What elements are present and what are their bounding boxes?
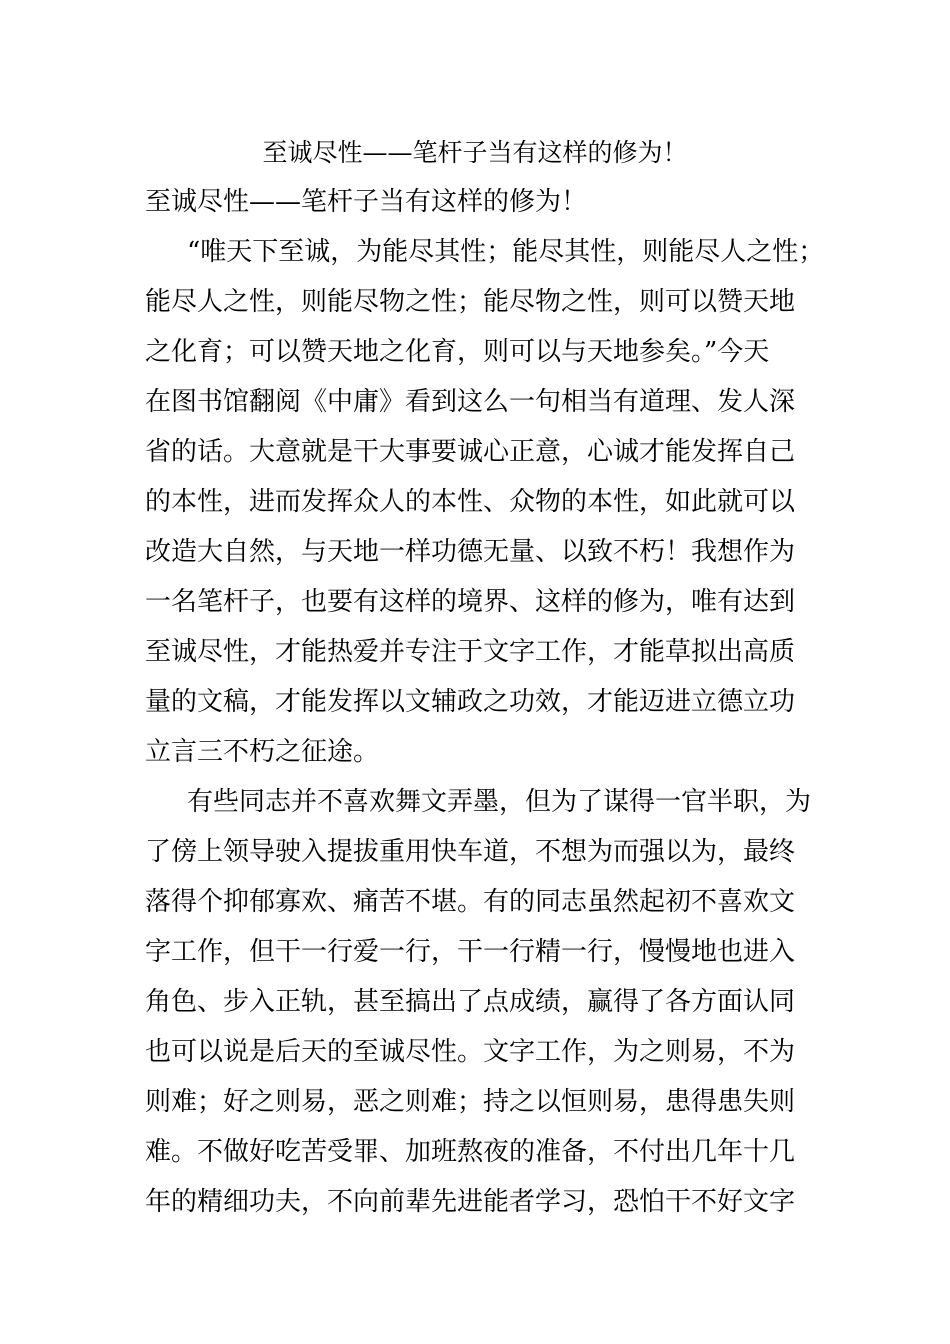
paragraph-line: 难。不做好吃苦受罪、加班熬夜的准备，不付出几年十几 [145,1137,796,1167]
paragraph-line: 的本性，进而发挥众人的本性、众物的本性，如此就可以 [145,487,796,517]
paragraph-line: 了傍上领导驶入提拔重用快车道，不想为而强以为，最终 [145,837,796,867]
paragraph-line: 能尽人之性，则能尽物之性；能尽物之性，则可以赞天地 [145,287,796,317]
paragraph-line: 也可以说是后天的至诚尽性。文字工作，为之则易，不为 [145,1037,796,1067]
paragraph-line: 在图书馆翻阅《中庸》看到这么一句相当有道理、发人深 [145,387,796,417]
paragraph-line: 省的话。大意就是干大事要诚心正意，心诚才能发挥自己 [145,437,796,467]
paragraph-line: 一名笔杆子，也要有这样的境界、这样的修为，唯有达到 [145,587,796,617]
paragraph-line: 立言三不朽之征途。 [145,737,380,767]
paragraph-line: 至诚尽性，才能热爱并专注于文字工作，才能草拟出高质 [145,637,796,667]
paragraph-line: 字工作，但干一行爱一行，干一行精一行，慢慢地也进入 [145,937,796,967]
paragraph-line: 角色、步入正轨，甚至搞出了点成绩，赢得了各方面认同 [145,987,796,1017]
paragraph-line: 之化育；可以赞天地之化育，则可以与天地参矣。”今天 [145,337,770,367]
body-heading: 至诚尽性——笔杆子当有这样的修为！ [145,187,588,217]
paragraph-line: 落得个抑郁寡欢、痛苦不堪。有的同志虽然起初不喜欢文 [145,887,796,917]
paragraph-line: 则难；好之则易，恶之则难；持之以恒则易，患得患失则 [145,1087,796,1117]
paragraph-line: 量的文稿，才能发挥以文辅政之功效，才能迈进立德立功 [145,687,796,717]
document-title: 至诚尽性——笔杆子当有这样的修为！ [262,138,688,167]
paragraph-line: 年的精细功夫，不向前辈先进能者学习，恐怕干不好文字 [145,1187,796,1217]
paragraph-line: “唯天下至诚，为能尽其性；能尽其性，则能尽人之性； [187,237,825,267]
paragraph-line: 改造大自然，与天地一样功德无量、以致不朽！我想作为 [145,537,796,567]
paragraph-line: 有些同志并不喜欢舞文弄墨，但为了谋得一官半职，为 [187,787,812,817]
